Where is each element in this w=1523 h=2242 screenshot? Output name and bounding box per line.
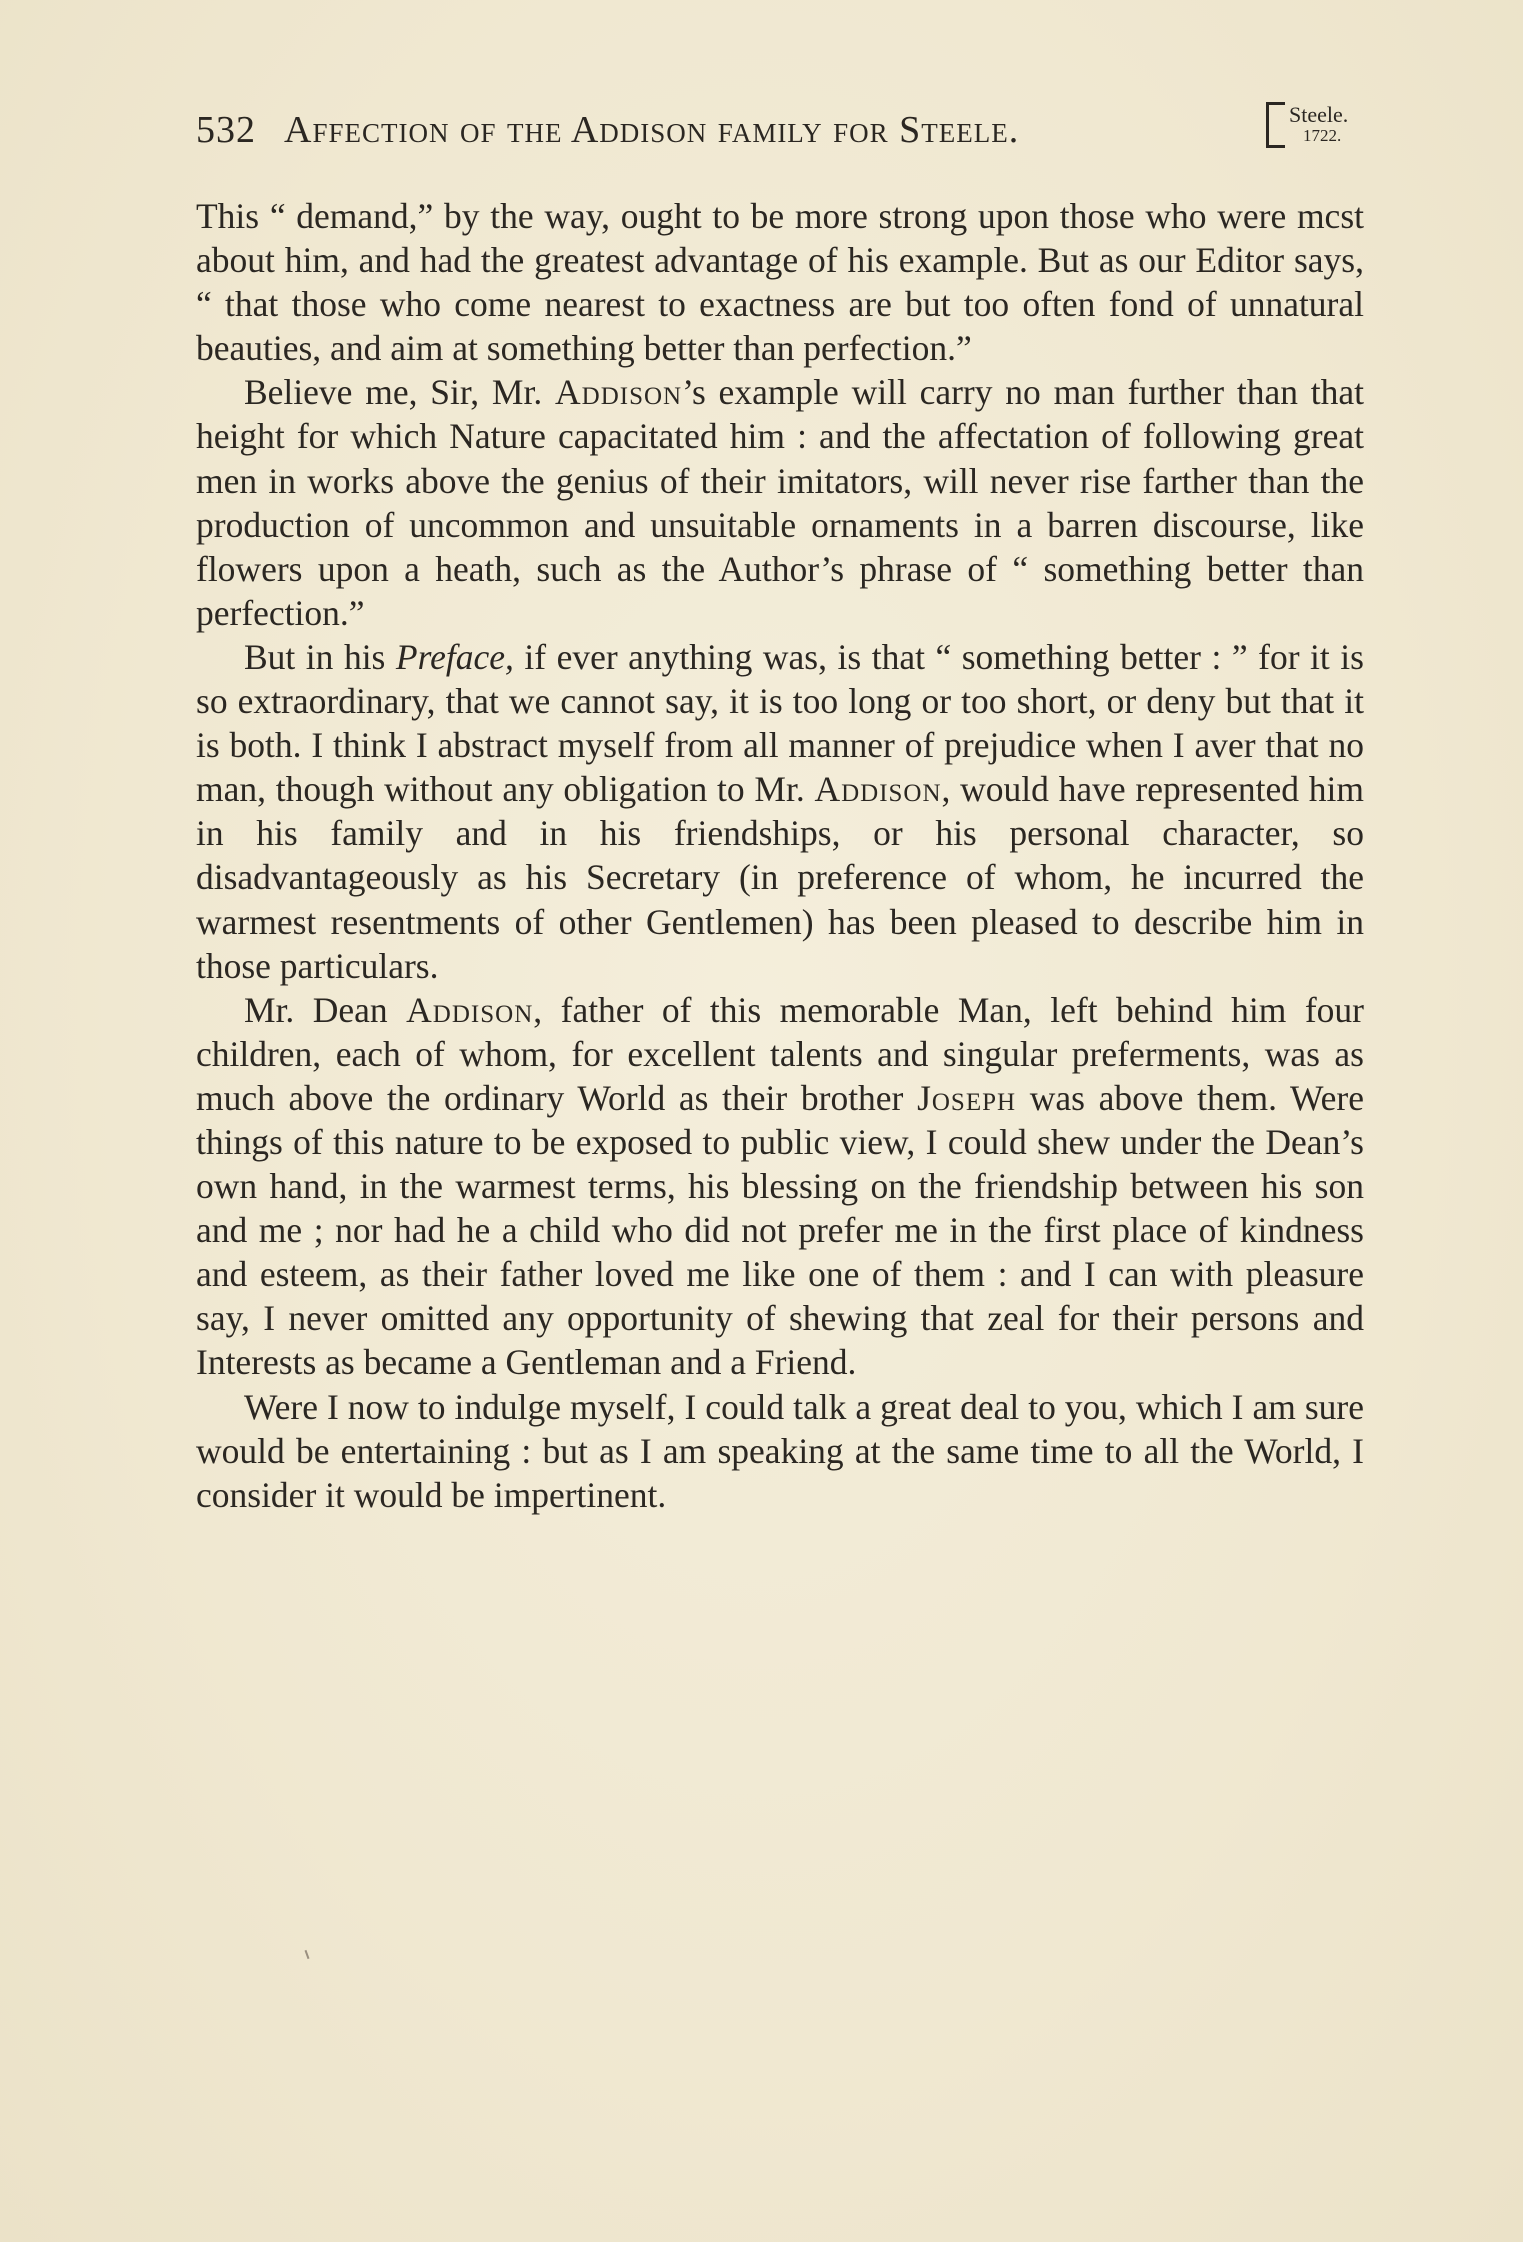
- paragraph-5-text: Were I now to indulge myself, I could talk a great deal to you, which I am sure would be entertaining : but as I am speaking at the same time to all the World, I consider it would be impertinent.: [196, 1386, 1364, 1515]
- name-addison: Addison: [555, 372, 683, 413]
- page-number: 532: [196, 109, 256, 151]
- name-joseph: Joseph: [917, 1077, 1017, 1118]
- name-addison: Addison: [814, 769, 942, 810]
- stray-ink-mark: [305, 1950, 310, 1959]
- paragraph-5: [196, 1385, 1364, 1517]
- paragraph-1: [196, 194, 1364, 370]
- paragraph-2-text-c: ’s example will carry no man further than that height for which Nature capacitated him : and the affectation of following great men in works above the genius of their imitators, will never rise farther than the production of uncommon and unsuitable ornaments in a barren discourse, like flowers upon a heath, such as the Author’s phrase of “ something better than perfection.”: [196, 372, 1364, 633]
- paragraph-4-text-e: was above them. Were things of this nature to be exposed to public view, I could shew under the Dean’s own hand, in the warmest terms, his blessing on the friendship between his son and me ; nor had he a child who did not prefer me in the first place of kindness and esteem, as their father loved me like one of them : and I can with pleasure say, I never omitted any opportunity of shewing that zeal for their persons and Interests as became a Gentleman and a Friend.: [196, 1077, 1364, 1383]
- paragraph-1-text: This “ demand,” by the way, ought to be more strong upon those who were mcst about him, and had the greatest advantage of his example. But as our Editor says, “ that those who come nearest to exactness are but too often fond of unnatural beauties, and aim at something better than perfection.”: [196, 196, 1364, 369]
- side-note-author: Steele.: [1289, 102, 1349, 127]
- side-note-year: 1722.: [1303, 126, 1342, 145]
- paragraph-4: [196, 988, 1364, 1385]
- running-title: Affection of the Addison family for Steele.: [284, 109, 1020, 151]
- paragraph-3: [196, 635, 1364, 988]
- paragraph-3-text-c: if ever anything was, is that “ something better : ” for it is so extraordinary, that we cannot say, it is too long or too short, or deny but that it is both. I think I abstract myself from all manner of prejudice when I aver that no man, though without any obligation to Mr.: [196, 636, 1364, 810]
- paragraph-4-text-c: , father of this memorable Man, left behind him four children, each of whom, for excellent talents and singular preferments, was as much above the ordinary World as their brother: [196, 989, 1364, 1118]
- paragraph-3-text-e: , would have represented him in his family and in his friendships, or his personal character, so disadvantageously as his Secretary (in preference of whom, he incurred the warmest resentments of other Gentlemen) has been pleased to describe him in those particulars.: [196, 769, 1364, 986]
- preface-italic: Preface,: [395, 636, 514, 677]
- name-addison: Addison: [406, 989, 534, 1030]
- paragraph-4-text-a: Mr. Dean: [244, 989, 407, 1030]
- paragraph-2: [196, 370, 1364, 635]
- body-text: [196, 194, 1364, 1517]
- paragraph-3-text-a: But in his: [244, 636, 396, 677]
- side-note-bracket: [1266, 102, 1285, 148]
- paragraph-2-text-a: Believe me, Sir, Mr.: [244, 372, 555, 413]
- page-header: [196, 102, 1364, 162]
